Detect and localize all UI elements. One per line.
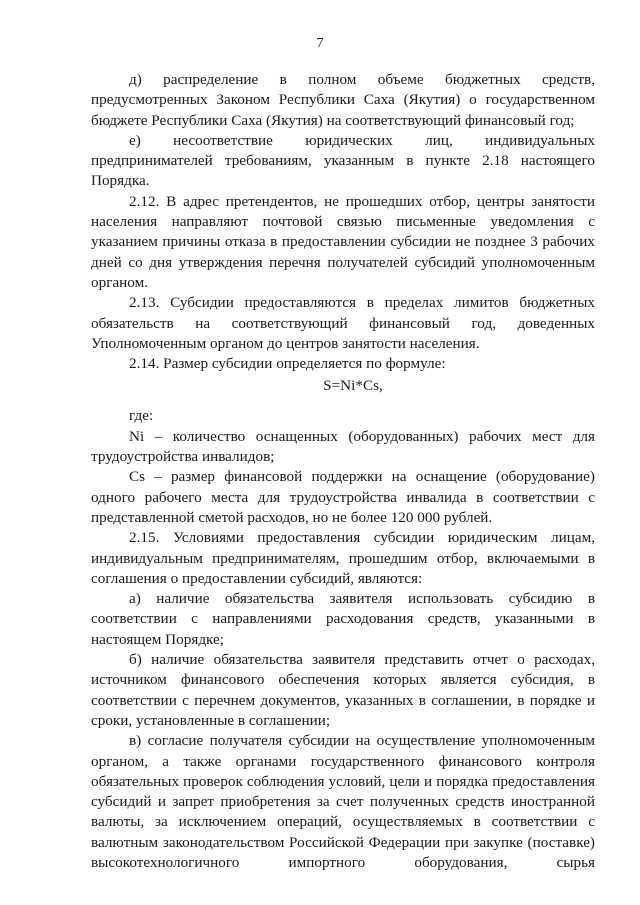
- paragraph-item-e: е) несоответствие юридических лиц, индивидуальных предпринимателей требованиям, указанным в пункте 2.18 настоящего Порядка.: [91, 131, 595, 190]
- paragraph-item-d: д) распределение в полном объеме бюджетных средств, предусмотренных Законом Республики Саха (Якутия) о государственном бюджете Республики Саха (Якутия) на соответствующий финансовый год;: [91, 71, 595, 129]
- paragraph-2-14: 2.14. Размер субсидии определяется по формуле:: [129, 355, 446, 373]
- subsidy-formula: S=Ni*Cs,: [323, 377, 383, 395]
- where-label: где:: [129, 407, 154, 425]
- definition-ni: Ni – количество оснащенных (оборудованных) рабочих мест для трудоустройства инвалидов;: [91, 427, 595, 466]
- condition-item-v: в) согласие получателя субсидии на осуществление уполномоченным органом, а также органами государственного финансового контроля обязательных проверок соблюдения условий, цели и порядка предоставления субсидий и запрет приобретения за счет полученных средств иностранной валюты, за исключением операций, осуществляемых в соответствии с валютным законодательством Российской Федерации при закупке (поставке) высокотехнологичного импортного оборудования, сырья: [91, 732, 595, 871]
- paragraph-2-15: 2.15. Условиями предоставления субсидии юридическим лицам, индивидуальным предпринимателям, прошедшим отбор, включаемыми в соглашения о предоставлении субсидий, являются:: [91, 529, 595, 587]
- definition-cs: Cs – размер финансовой поддержки на оснащение (оборудование) одного рабочего места для трудоустройства инвалида в соответствии с представленной сметой расходов, но не более 120 000 рублей.: [91, 468, 595, 526]
- condition-item-a: а) наличие обязательства заявителя использовать субсидию в соответствии с направлениями расходования средств, указанными в настоящем Порядке;: [91, 590, 595, 648]
- paragraph-2-12: 2.12. В адрес претендентов, не прошедших отбор, центры занятости населения направляют почтовой связью письменные уведомления с указанием причины отказа в предоставлении субсидии не позднее 3 рабочих дней со дня утверждения перечня получателей субсидий уполномоченным органом.: [91, 192, 595, 291]
- condition-item-b: б) наличие обязательства заявителя представить отчет о расходах, источником финансового обеспечения которых является субсидия, в соответствии с перечнем документов, указанных в соглашении, в порядке и сроки, установленные в соглашении;: [91, 651, 595, 729]
- document-body: [91, 70, 595, 873]
- paragraph-2-13: 2.13. Субсидии предоставляются в пределах лимитов бюджетных обязательств на соответствующий финансовый год, доведенных Уполномоченным органом до центров занятости населения.: [91, 294, 595, 352]
- page-number: 7: [316, 36, 324, 51]
